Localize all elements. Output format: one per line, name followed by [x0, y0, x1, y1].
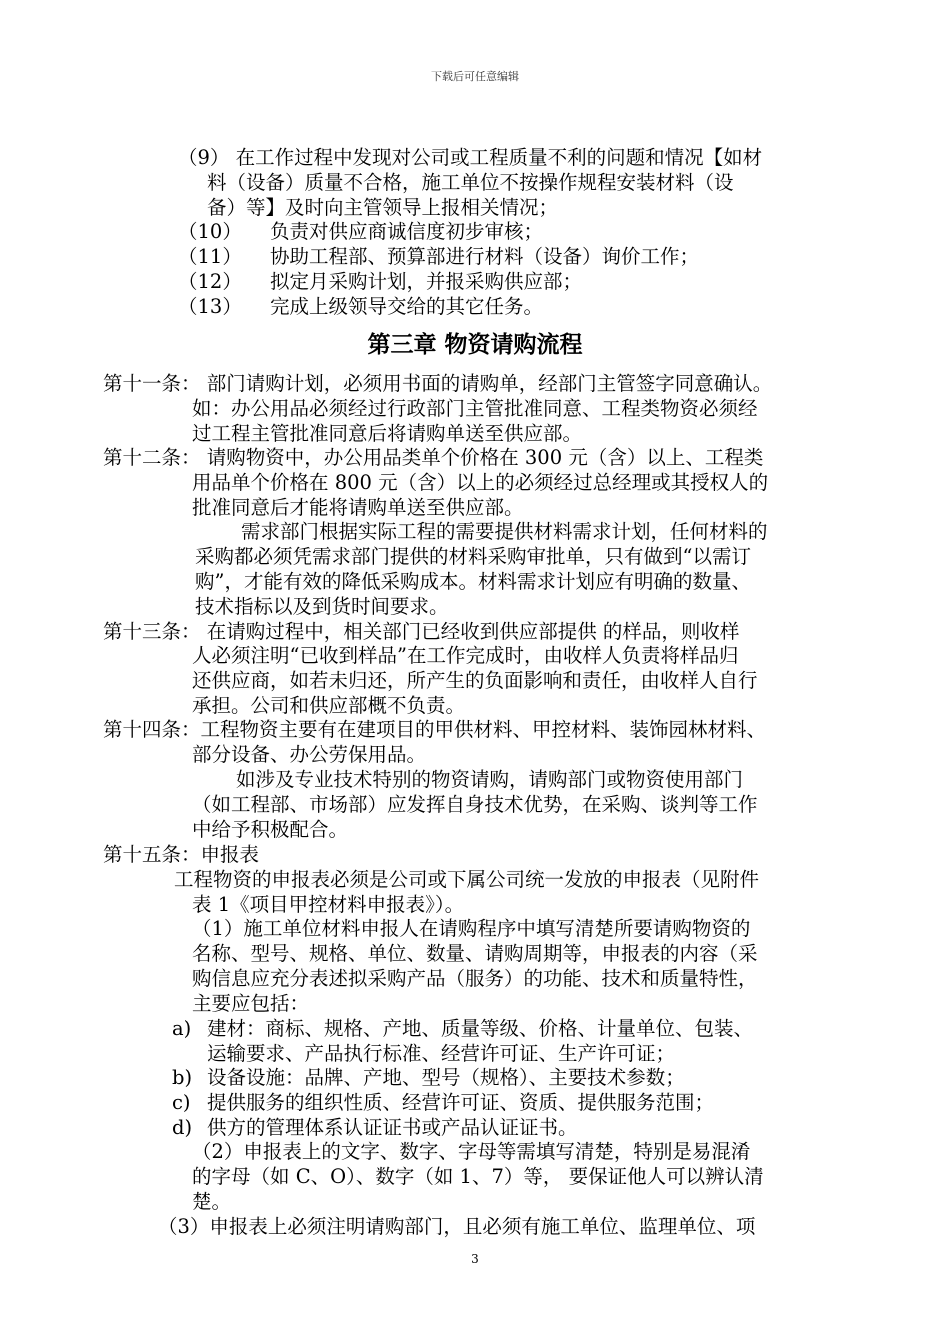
article-line: 如涉及专业技术特别的物资请购，请购部门或物资使用部门 — [236, 768, 744, 791]
paragraph-line: 楚。 — [192, 1190, 232, 1213]
article-line: 人必须注明“已收到样品”在工作完成时，由收样人负责将样品归 — [192, 644, 739, 667]
article-line: 还供应商，如若未归还，所产生的负面影响和责任，由收样人自行 — [192, 669, 758, 692]
paragraph-line: 的字母（如 C、O）、数字（如 1、7）等， 要保证他人可以辨认清 — [192, 1165, 764, 1188]
item-number: （10） — [178, 220, 242, 243]
article-line: 过工程主管批准同意后将请购单送至供应部。 — [192, 422, 583, 445]
list-marker: b) — [172, 1066, 193, 1089]
paragraph-line: （3）申报表上必须注明请购部门，且必须有施工单位、监理单位、项 — [158, 1215, 756, 1238]
list-item-text: 供方的管理体系认证证书或产品认证证书。 — [207, 1116, 578, 1139]
article-line: 工程物资的申报表必须是公司或下属公司统一发放的申报表（见附件 — [174, 868, 760, 891]
item-9-line: 备）等】及时向主管领导上报相关情况； — [207, 196, 559, 219]
item-9-line: 料（设备）质量不合格，施工单位不按操作规程安装材料（设 — [207, 171, 734, 194]
article-line: 中给予积极配合。 — [192, 818, 349, 841]
article-line: 部分设备、办公劳保用品。 — [192, 743, 427, 766]
item-text: 负责对供应商诚信度初步审核； — [270, 220, 544, 243]
chapter-title: 第三章 物资请购流程 — [367, 332, 583, 358]
item-text: 完成上级领导交给的其它任务。 — [270, 295, 544, 318]
page-header: 下载后可任意编辑 — [431, 70, 519, 83]
item-number: （12） — [178, 270, 242, 293]
article-line: 第十五条：申报表 — [103, 843, 260, 866]
article-line: 批准同意后才能将请购单送至供应部。 — [192, 496, 524, 519]
item-text: 拟定月采购计划，并报采购供应部； — [270, 270, 583, 293]
list-item-text: 提供服务的组织性质、经营许可证、资质、提供服务范围； — [207, 1091, 715, 1114]
list-marker: d) — [172, 1116, 193, 1139]
article-line: 第十四条：工程物资主要有在建项目的甲供材料、甲控材料、装饰园林材料、 — [103, 718, 767, 741]
article-line: 名称、型号、规格、单位、数量、请购周期等，申报表的内容（采 — [192, 942, 758, 965]
list-marker: c) — [172, 1091, 191, 1114]
article-line: 第十二条： 请购物资中，办公用品类单个价格在 300 元（含）以上、工程类 — [103, 446, 764, 469]
article-line: 第十三条： 在请购过程中，相关部门已经收到供应部提供 的样品，则收样 — [103, 620, 740, 643]
list-marker: a) — [172, 1017, 192, 1040]
article-line: 主要应包括： — [192, 992, 310, 1015]
article-line: 用品单个价格在 800 元（含）以上的必须经过总经理或其授权人的 — [192, 471, 769, 494]
article-line: 采购都必须凭需求部门提供的材料采购审批单，只有做到“以需订 — [195, 545, 751, 568]
item-text: 协助工程部、预算部进行材料（设备）询价工作； — [270, 245, 700, 268]
article-line: 购”，才能有效的降低采购成本。材料需求计划应有明确的数量、 — [195, 570, 751, 593]
list-item-text: 建材：商标、规格、产地、质量等级、价格、计量单位、包装、 — [207, 1017, 754, 1040]
article-line: （1）施工单位材料申报人在请购程序中填写清楚所要请购物资的 — [192, 917, 751, 940]
list-item-text: 运输要求、产品执行标准、经营许可证、生产许可证； — [207, 1042, 676, 1065]
item-number: （13） — [178, 295, 242, 318]
paragraph-line: （2）申报表上的文字、数字、字母等需填写清楚，特别是易混淆 — [192, 1140, 751, 1163]
article-line: 需求部门根据实际工程的需要提供材料需求计划，任何材料的 — [241, 520, 768, 543]
article-line: 技术指标以及到货时间要求。 — [195, 595, 449, 618]
article-line: 承担。公司和供应部概不负责。 — [192, 694, 466, 717]
article-line: 购信息应充分表述拟采购产品（服务）的功能、技术和质量特性， — [192, 967, 758, 990]
article-line: 如：办公用品必须经过行政部门主管批准同意、工程类物资必须经 — [192, 397, 758, 420]
item-number: （11） — [178, 245, 242, 268]
article-line: 表 1《项目甲控材料申报表》）。 — [192, 893, 465, 916]
article-line: 第十一条： 部门请购计划，必须用书面的请购单，经部门主管签字同意确认。 — [103, 372, 773, 395]
page-number: 3 — [471, 1252, 479, 1266]
article-line: （如工程部、市场部）应发挥自身技术优势，在采购、谈判等工作 — [192, 793, 758, 816]
item-9-line: （9） 在工作过程中发现对公司或工程质量不利的问题和情况【如材 — [178, 146, 763, 169]
list-item-text: 设备设施：品牌、产地、型号（规格）、主要技术参数； — [207, 1066, 685, 1089]
